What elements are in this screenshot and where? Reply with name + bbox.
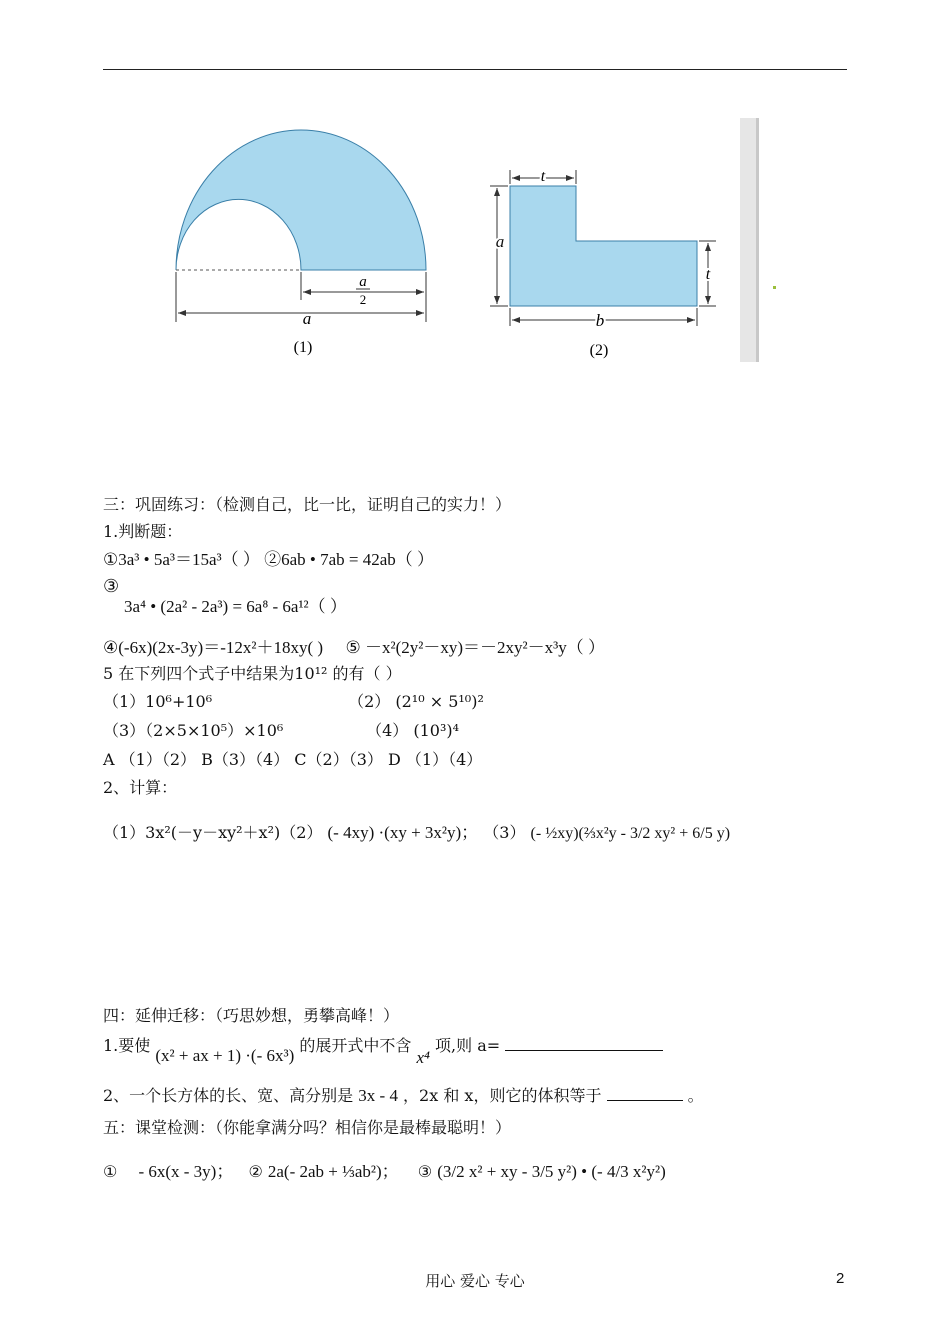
- answer-blank-a[interactable]: [505, 1035, 663, 1051]
- fig2-label-a: a: [495, 232, 505, 251]
- fig1-caption: (1): [293, 339, 313, 356]
- calc-row: [103, 818, 730, 843]
- section5-heading: 五：课堂检测：（你能拿满分吗？相信你是最棒最聪明！）: [103, 1118, 512, 1137]
- exercise-1-mark: ①: [103, 1162, 118, 1181]
- exercise-2: 2a(- 2ab + ⅓ab²)；: [267, 1162, 399, 1181]
- section5-exercises: [103, 1157, 666, 1182]
- q5-options-row-2: [103, 718, 459, 741]
- calc-2: (- 4xy) ·(xy + 3x²y)；: [327, 823, 479, 842]
- q5-option-3: （3）（2×5×10⁵）×10⁶: [103, 721, 284, 740]
- calc-3-prefix: （3）: [483, 823, 526, 842]
- footer-text: 用心 爱心 专心: [425, 1272, 525, 1290]
- judge-item-5: ⑤ －x²(2y²－xy)＝－2xy²－x³y（ ）: [345, 638, 605, 657]
- q5-options-row-1: [103, 689, 484, 712]
- section3-q2-title: 2、计算：: [103, 778, 178, 797]
- fig1-label-a: a: [302, 309, 312, 328]
- fig2-label-t-top: t: [540, 168, 546, 185]
- fig2-caption: (2): [589, 342, 609, 359]
- section4-q2: [103, 1083, 704, 1106]
- figure-2-l-shape: [490, 168, 716, 359]
- judge-item-1: ①3a³ • 5a³＝15a³（ ）: [103, 550, 260, 569]
- section4-q2-suffix: ，2x 和 x，则它的体积等于: [403, 1086, 602, 1105]
- q5-choices: A （1）（2） B（3）（4） C（2）（3） D （1）（4）: [103, 750, 483, 769]
- exercise-2-mark: ②: [248, 1162, 263, 1181]
- fig2-label-b: b: [595, 311, 605, 330]
- section4-q1-suffix: 项,则 a=: [435, 1036, 501, 1055]
- answer-blank-volume[interactable]: [607, 1085, 683, 1101]
- judge-item-3: 3a⁴ • (2a² - 2a³) = 6a⁸ - 6a¹²（ ）: [124, 597, 347, 616]
- section4-q1: [103, 1033, 663, 1067]
- section4-q2-prefix: 2、一个长方体的长、宽、高分别是: [103, 1086, 354, 1105]
- figure-1-half-ring: [176, 130, 426, 356]
- section3-q1-title: 1.判断题：: [103, 522, 183, 541]
- fig1-half-num: a: [359, 274, 367, 290]
- section4-q1-prefix: 1.要使: [103, 1036, 151, 1055]
- q5-option-1: （1）10⁶+10⁶: [103, 692, 213, 711]
- q5-option-2: （2） (2¹⁰ × 5¹⁰)²: [348, 692, 484, 711]
- calc-1: （1）3x²(－y－xy²＋x²)（2）: [103, 823, 323, 842]
- geometry-figures: [0, 0, 950, 380]
- section3-heading: 三：巩固练习：（检测自己，比一比，证明自己的实力！）: [103, 495, 512, 514]
- calc-3: (- ½xy)(⅔x²y - 3/2 xy² + 6/5 y): [530, 825, 731, 842]
- exercise-3: (3/2 x² + xy - 3/5 y²) • (- 4/3 x²y²): [437, 1162, 666, 1181]
- section4-heading: 四：延伸迁移：（巧思妙想，勇攀高峰！）: [103, 1006, 400, 1025]
- section4-q2-end: 。: [687, 1086, 704, 1105]
- q5-question: 5 在下列四个式子中结果为10¹² 的有（ ）: [103, 664, 402, 683]
- section4-q1-expr: (x² + ax + 1) ·(- 6x³): [155, 1046, 295, 1065]
- section4-q2-expr: 3x - 4: [358, 1086, 398, 1105]
- page-number: 2: [836, 1270, 845, 1287]
- section4-q1-mid: 的展开式中不含: [299, 1036, 412, 1055]
- exercise-3-mark: ③: [417, 1162, 433, 1181]
- judge-row-1: [103, 545, 434, 570]
- judge-row-4: [103, 633, 605, 658]
- judge-item-4: ④(-6x)(2x-3y)＝-12x²＋18xy( ): [103, 638, 324, 657]
- fig1-half-den: 2: [359, 292, 367, 307]
- judge-item-3-mark: ③: [103, 576, 120, 597]
- fig2-label-t-right: t: [705, 266, 711, 283]
- q5-option-4: （4） (10³)⁴: [366, 721, 460, 740]
- exercise-1: - 6x(x - 3y)；: [138, 1162, 234, 1181]
- judge-item-2: ②6ab • 7ab = 42ab（ ）: [264, 550, 435, 569]
- section4-q1-term: x⁴: [416, 1048, 430, 1067]
